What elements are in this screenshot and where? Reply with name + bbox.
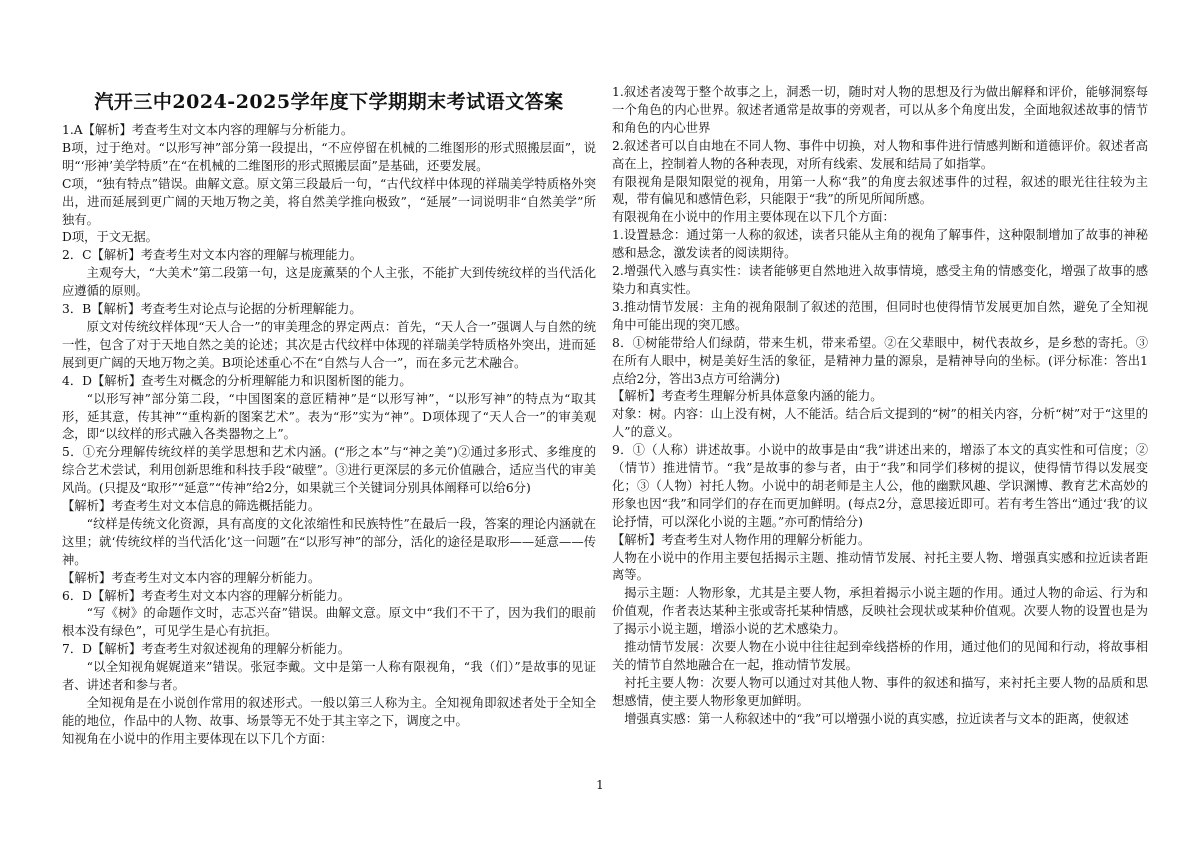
paragraph: 8．①树能带给人们绿荫，带来生机，带来希望。②在父辈眼中，树代表故乡，是乡愁的寄托。③在所有人眼中，树是美好生活的象征，是精神力量的源泉，是精神导向的坐标。(评分标准：答出1点给2分，答出3点方可给满分) — [612, 335, 1148, 386]
paragraph: “以全知视角娓娓道来”错误。张冠李戴。文中是第一人称有限视角，“我（们）”是故事的见证者、讲述者和参与者。 — [62, 660, 596, 693]
paragraph: 对象：树。内容：山上没有树，人不能活。结合后文提到的“树”的相关内容，分析“树”对于“这里的人”的意义。 — [612, 407, 1148, 440]
paragraph: 知视角在小说中的作用主要体现在以下几个方面： — [62, 731, 333, 746]
paragraph: 4．D【解析】查考生对概念的分析理解能力和识图析图的能力。 — [62, 373, 412, 388]
paragraph: 1.设置悬念：通过第一人称的叙述，读者只能从主角的视角了解事件，这种限制增加了故事的神秘感和悬念，激发读者的阅读期待。 — [612, 228, 1148, 261]
paragraph: 9．①（人称）讲述故事。小说中的故事是由“我”讲述出来的，增添了本文的真实性和可信度；②（情节）推进情节。“我”是故事的参与者，由于“我”和同学们移树的提议，使得情节得以发展变化；③（人物）衬托人物。小说中的胡老师是主人公，他的幽默风趣、学识渊博、教育艺术高妙的形象也因“我”和同学们的存在而更加鲜明。(每点2分，意思接近即可。若有考生答出“通过‘我’的议论抒情，可以深化小说的主题。”亦可酌情给分) — [612, 443, 1148, 529]
paragraph: 1.A【解析】考查考生对文本内容的理解与分析能力。 — [62, 123, 354, 137]
paragraph: 人物在小说中的作用主要包括揭示主题、推动情节发展、衬托主要人物、增强真实感和拉近读者距离等。 — [612, 550, 1148, 583]
paragraph: B项，过于绝对。“以形写神”部分第一段提出，“不应停留在机械的二维图形的形式照搬层面”，说明“‘形神’美学特质”在“在机械的二维图形的形式照搬层面”是基础，还要发展。 — [62, 140, 596, 173]
paragraph: 3.推动情节发展：主角的视角限制了叙述的范围，但同时也使得情节发展更加自然，避免了全知视角中可能出现的突兀感。 — [612, 299, 1148, 332]
paragraph: 增强真实感：第一人称叙述中的“我”可以增强小说的真实感，拉近读者与文本的距离，使叙述 — [624, 711, 1129, 726]
paragraph: 有限视角在小说中的作用主要体现在以下几个方面： — [612, 210, 895, 225]
paragraph: 主观夸大，“大美术”第二段第一句，这是庞薰琹的个人主张，不能扩大到传统纹样的当代活化应遵循的原则。 — [62, 266, 596, 299]
paragraph: 【解析】考查考生理解分析具体意象内涵的能力。 — [612, 389, 883, 404]
paragraph: 全知视角是在小说创作常用的叙述形式。一般以第三人称为主。全知视角即叙述者处于全知全能的地位，作品中的人物、故事、场景等无不处于其主宰之下，调度之中。 — [62, 696, 596, 728]
paragraph: 5．①充分理解传统纹样的美学思想和艺术内涵。(“形之本”与“神之美”)②通过多形式、多维度的综合艺术尝试，利用创新思维和科技手段“破壁”。③进行更深层的多元价值融合，适应当代的审美风尚。(只提及“取形”“延意”“传神”给2分，如果就三个关键词分别具体阐释可以给6分) — [62, 445, 596, 496]
paragraph: 2.增强代入感与真实性：读者能够更自然地进入故事情境，感受主角的情感变化，增强了故事的感染力和真实性。 — [612, 264, 1148, 296]
paragraph: 【解析】考查考生对文本信息的筛选概括能力。 — [62, 499, 321, 514]
page-title: 汽开三中2024-2025学年度下学期期末考试语文答案 — [94, 91, 564, 113]
page-number: 1 — [596, 778, 604, 792]
paragraph: 6．D【解析】考查考生对文本内容的理解分析能力。 — [62, 588, 351, 603]
paragraph: 2.叙述者可以自由地在不同人物、事件中切换，对人物和事件进行情感判断和道德评价。叙述者高高在上，控制着人物的各种表现，对所有线索、发展和结局了如指掌。 — [612, 138, 1148, 171]
paragraph: 3．B【解析】考查考生对论点与论据的分析理解能力。 — [62, 302, 362, 317]
paragraph: D项，于文无据。 — [62, 230, 158, 245]
paragraph: 1.叙述者凌驾于整个故事之上，洞悉一切，随时对人物的思想及行为做出解释和评价，能够洞察每一个角色的内心世界。叙述者通常是故事的旁观者，可以从多个角度出发，全面地叙述故事的情节和角色的内心世界 — [612, 85, 1148, 135]
left-column — [62, 122, 596, 749]
paragraph: 2．C【解析】考查考生对文本内容的理解与梳理能力。 — [62, 248, 363, 263]
paragraph: 7．D【解析】考查考生对叙述视角的理解分析能力。 — [62, 642, 351, 657]
paragraph: “写《树》的命题作文时，志忑兴奋”错误。曲解文意。原文中“我们不干了，因为我们的眼前根本没有绿色”，可见学生是心有抗拒。 — [62, 606, 596, 639]
paragraph: 【解析】考查考生对人物作用的理解分析能力。 — [612, 532, 871, 547]
right-column — [612, 84, 1148, 729]
paragraph: 原文对传统纹样体现“天人合一”的审美理念的界定两点：首先，“天人合一”强调人与自然的统一性，包含了对于天地自然之美的论述；其次是古代纹样中体现的祥瑞美学特质格外突出，进而延展到更广阔的天地万物之美。B项论述重心不在“自然与人合一”，而在多元艺术融合。 — [62, 319, 596, 370]
paragraph: 衬托主要人物：次要人物可以通过对其他人物、事件的叙述和描写，来衬托主要人物的品质和思想感情，使主要人物形象更加鲜明。 — [612, 675, 1148, 708]
paragraph: 【解析】考查考生对文本内容的理解分析能力。 — [62, 570, 321, 585]
paragraph: 有限视角是限知限觉的视角，用第一人称“我”的角度去叙述事件的过程，叙述的眼光往往较为主观，带有偏见和感情色彩，只能限于“我”的所见所闻所感。 — [612, 174, 1148, 207]
paragraph: 推动情节发展：次要人物在小说中往往起到牵线搭桥的作用，通过他们的见闻和行动，将故事相关的情节自然地融合在一起，推动情节发展。 — [612, 640, 1148, 672]
paragraph: C项，“独有特点”错误。曲解文意。原文第三段最后一句，“古代纹样中体现的祥瑞美学特质格外突出，进而延展到更广阔的天地万物之美，将自然美学推向极致”，“延展”一词说明非“自然美学”所独有。 — [62, 176, 596, 227]
paragraph: “纹样是传统文化资源，具有高度的文化浓缩性和民族特性”在最后一段，答案的理论内涵就在这里；就‘传统纹样的当代活化’这一问题”在“以形写神”的部分，活化的途径是取形——延意——传神。 — [62, 516, 596, 567]
paragraph: 揭示主题：人物形象，尤其是主要人物，承担着揭示小说主题的作用。通过人物的命运、行为和价值观，作者表达某种主张或寄托某种情感，反映社会现状或某种价值观。次要人物的设置也是为了揭示小说主题，增添小说的艺术感染力。 — [612, 586, 1148, 637]
paragraph: “以形写神”部分第二段，“中国图案的意匠精神”是“以形写神”，“以形写神”的特点为“取其形，延其意，传其神”“重构新的图案艺术”。表为“形”实为“神”。D项体现了“天人合一”的审美观念，即“以纹样的形式融入各类器物之上”。 — [62, 391, 596, 442]
